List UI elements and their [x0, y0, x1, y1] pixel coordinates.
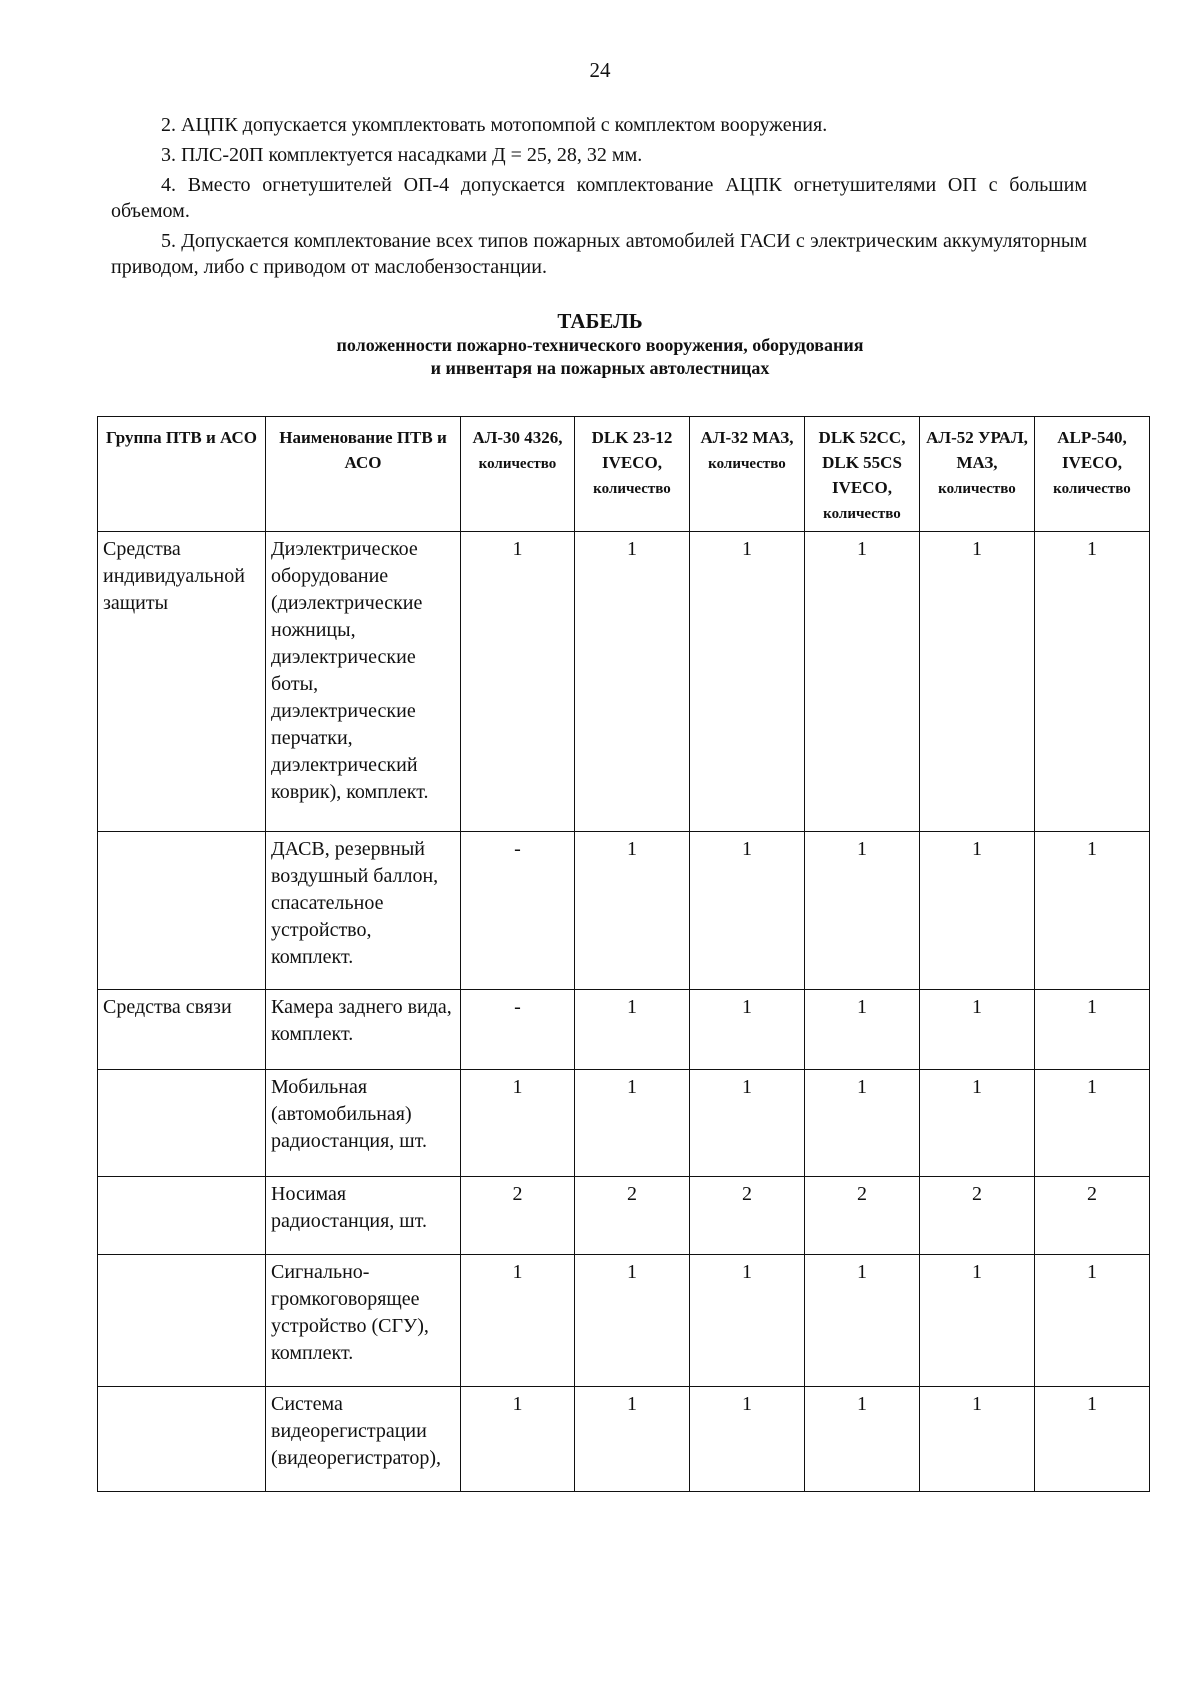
value-cell: 1 [805, 832, 920, 990]
value-cell: 2 [805, 1177, 920, 1255]
value-cell: 2 [690, 1177, 805, 1255]
value-cell: 1 [920, 990, 1035, 1070]
value-cell: 1 [690, 1070, 805, 1177]
value-cell: 1 [690, 832, 805, 990]
value-cell: 1 [690, 990, 805, 1070]
value-cell: 1 [1035, 532, 1150, 832]
header-vehicle-4 [805, 417, 920, 532]
group-cell-continued [98, 1387, 266, 1492]
value-cell: 1 [575, 532, 690, 832]
note-5: 5. Допускается комплектование всех типов пожарных автомобилей ГАСИ с электрическим аккумуляторным приводом, либо с приводом от маслобензостанции. [111, 230, 1087, 278]
value-cell: 1 [1035, 1255, 1150, 1387]
group-cell-continued [98, 832, 266, 990]
value-cell: 1 [461, 1255, 575, 1387]
equipment-table [97, 416, 1150, 1492]
value-cell: 1 [920, 1070, 1035, 1177]
value-cell: 1 [575, 990, 690, 1070]
value-cell: 1 [461, 1070, 575, 1177]
header-vehicle-3 [690, 417, 805, 532]
value-cell: 1 [920, 1387, 1035, 1492]
note-3: 3. ПЛС-20П комплектуется насадками Д = 25, 28, 32 мм. [161, 144, 643, 166]
value-cell: 1 [461, 532, 575, 832]
vehicle-name: АЛ-52 УРАЛ, МАЗ, [926, 428, 1028, 472]
header-vehicle-6 [1035, 417, 1150, 532]
value-cell: 1 [805, 990, 920, 1070]
title-line-2: и инвентаря на пожарных автолестницах [430, 358, 770, 378]
note-4: 4. Вместо огнетушителей ОП-4 допускается комплектование АЦПК огнетушителями ОП с большим объемом. [111, 174, 1087, 222]
item-name: Диэлектрическое оборудование (диэлектрические ножницы, диэлектрические боты, диэлектрические перчатки, диэлектрический коврик), комплект. [266, 532, 461, 832]
table-row [98, 532, 1150, 832]
title-line-1: положенности пожарно-технического вооружения, оборудования [336, 335, 864, 355]
vehicle-qty-label: количество [823, 506, 901, 522]
notes-section [111, 112, 1087, 284]
vehicle-qty-label: количество [1053, 481, 1131, 497]
item-name: Система видеорегистрации (видеорегистратор), [266, 1387, 461, 1492]
table-row [98, 832, 1150, 990]
value-cell: 1 [920, 532, 1035, 832]
value-cell: 1 [690, 1387, 805, 1492]
table-row [98, 1255, 1150, 1387]
value-cell: 1 [1035, 1387, 1150, 1492]
vehicle-qty-label: количество [938, 481, 1016, 497]
header-vehicle-1 [461, 417, 575, 532]
table-title [0, 308, 1200, 380]
table-header-row [98, 417, 1150, 532]
group-cell: Средства связи [98, 990, 266, 1070]
value-cell: 1 [1035, 990, 1150, 1070]
value-cell: 1 [461, 1387, 575, 1492]
value-cell: 1 [575, 1255, 690, 1387]
value-cell: 1 [575, 832, 690, 990]
group-cell-continued [98, 1070, 266, 1177]
vehicle-name: DLK 52CC, DLK 55CS IVECO, [818, 428, 906, 497]
value-cell: 2 [920, 1177, 1035, 1255]
value-cell: 1 [920, 1255, 1035, 1387]
item-name: Камера заднего вида, комплект. [266, 990, 461, 1070]
value-cell: 2 [575, 1177, 690, 1255]
value-cell: 1 [690, 532, 805, 832]
value-cell: 1 [1035, 832, 1150, 990]
page-number: 24 [589, 58, 611, 82]
item-name: Сигнально-громкоговорящее устройство (СГУ), комплект. [266, 1255, 461, 1387]
vehicle-name: АЛ-32 МАЗ, [700, 428, 794, 447]
vehicle-name: DLK 23-12 IVECO, [591, 428, 673, 472]
value-cell: - [461, 990, 575, 1070]
table-row [98, 1177, 1150, 1255]
value-cell: 2 [1035, 1177, 1150, 1255]
header-name: Наименование ПТВ и АСО [266, 417, 461, 532]
vehicle-name: АЛ-30 4326, [472, 428, 563, 447]
header-group: Группа ПТВ и АСО [98, 417, 266, 532]
header-vehicle-2 [575, 417, 690, 532]
vehicle-qty-label: количество [593, 481, 671, 497]
item-name: ДАСВ, резервный воздушный баллон, спасательное устройство, комплект. [266, 832, 461, 990]
item-name: Мобильная (автомобильная) радиостанция, шт. [266, 1070, 461, 1177]
value-cell: 1 [920, 832, 1035, 990]
vehicle-name: ALP-540, IVECO, [1057, 428, 1127, 472]
value-cell: 1 [805, 1070, 920, 1177]
table-row [98, 1387, 1150, 1492]
vehicle-qty-label: количество [478, 456, 557, 472]
value-cell: 1 [805, 1387, 920, 1492]
title-main: ТАБЕЛЬ [557, 309, 643, 333]
value-cell: 2 [461, 1177, 575, 1255]
value-cell: 1 [805, 532, 920, 832]
header-vehicle-5 [920, 417, 1035, 532]
table-row [98, 990, 1150, 1070]
group-cell-continued [98, 1177, 266, 1255]
value-cell: 1 [805, 1255, 920, 1387]
value-cell: 1 [690, 1255, 805, 1387]
value-cell: - [461, 832, 575, 990]
vehicle-qty-label: количество [708, 456, 786, 472]
item-name: Носимая радиостанция, шт. [266, 1177, 461, 1255]
group-cell-continued [98, 1255, 266, 1387]
value-cell: 1 [575, 1070, 690, 1177]
group-cell: Средства индивидуальной защиты [98, 532, 266, 832]
value-cell: 1 [1035, 1070, 1150, 1177]
value-cell: 1 [575, 1387, 690, 1492]
table-row [98, 1070, 1150, 1177]
note-2: 2. АЦПК допускается укомплектовать мотопомпой с комплектом вооружения. [161, 114, 828, 136]
